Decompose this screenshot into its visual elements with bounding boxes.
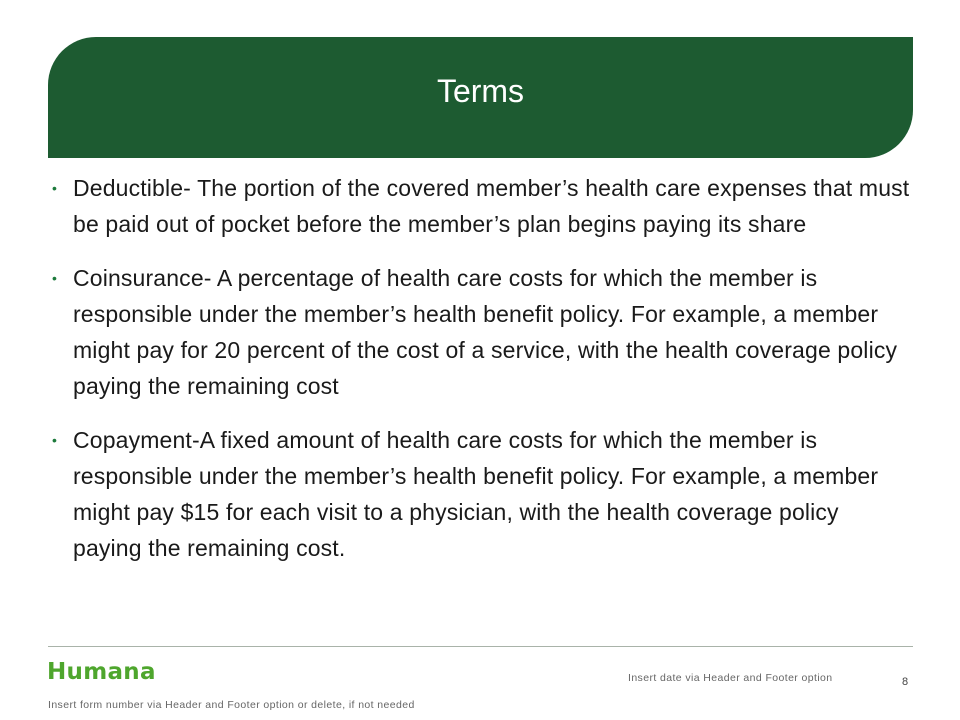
bullet-text: Deductible- The portion of the covered member’s health care expenses that must be paid out of pocket before the member’s plan begins paying its share <box>73 175 910 237</box>
bullet-item-coinsurance <box>52 260 912 404</box>
bullet-item-copayment <box>52 422 912 566</box>
bullet-text: Copayment-A fixed amount of health care costs for which the member is responsible under the member’s health benefit policy. For example, a member might pay $15 for each visit to a physician, with the health coverage policy paying the remaining cost. <box>73 427 879 561</box>
bullet-dot-icon: • <box>52 270 58 286</box>
bullet-text: Coinsurance- A percentage of health care costs for which the member is responsible under the member’s health benefit policy. For example, a member might pay for 20 percent of the cost of a service, with the health coverage policy paying the remaining cost <box>73 265 898 399</box>
page-number: 8 <box>902 676 909 688</box>
footer-form-placeholder: Insert form number via Header and Footer option or delete, if not needed <box>48 699 415 711</box>
humana-logo: Humana <box>47 659 156 685</box>
footer-divider <box>48 646 913 647</box>
bullet-list <box>52 170 912 584</box>
title-banner <box>48 37 913 158</box>
bullet-dot-icon: • <box>52 432 58 448</box>
bullet-dot-icon: • <box>52 180 58 196</box>
footer-date-placeholder: Insert date via Header and Footer option <box>628 672 833 684</box>
bullet-item-deductible <box>52 170 912 242</box>
slide-title: Terms <box>436 73 525 109</box>
